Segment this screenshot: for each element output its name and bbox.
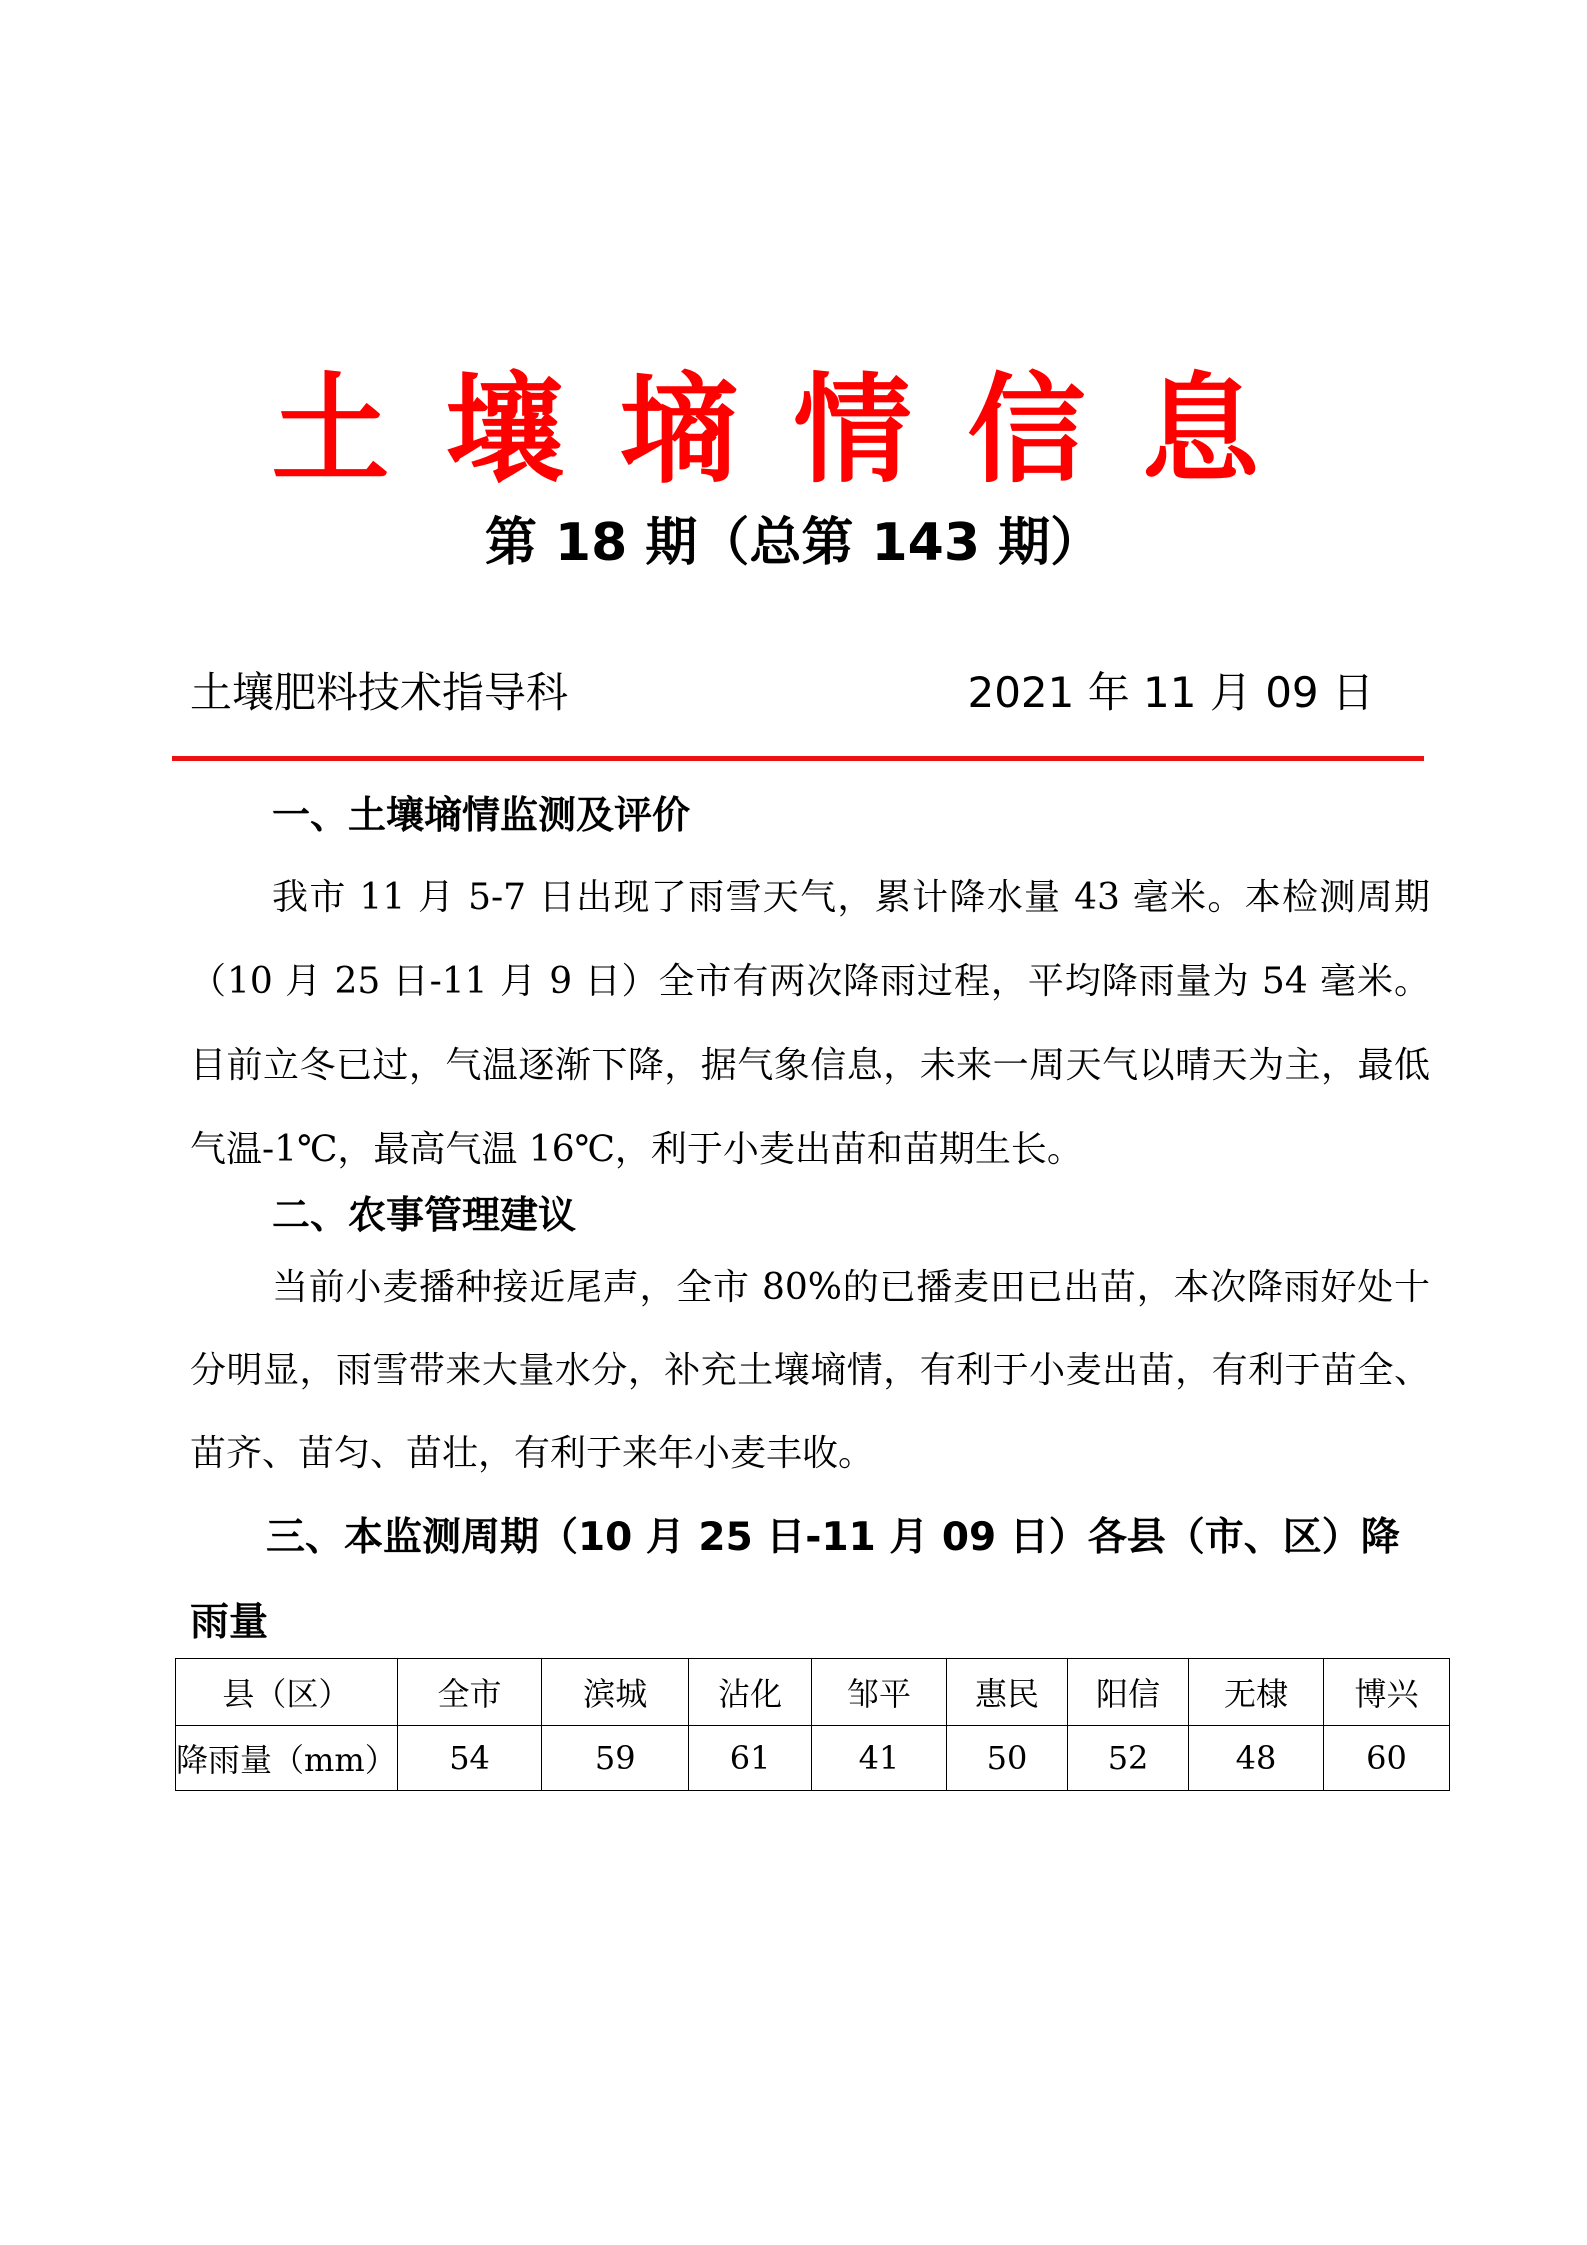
table-header-cell: 沾化 (689, 1659, 812, 1726)
table-header-row (176, 1659, 1450, 1726)
issue-date: 2021 年 11 月 09 日 (967, 668, 1374, 717)
table-header-cell: 滨城 (542, 1659, 689, 1726)
table-header-cell: 无棣 (1189, 1659, 1324, 1726)
table-cell: 60 (1323, 1726, 1449, 1791)
table-cell: 50 (946, 1726, 1067, 1791)
table-cell: 61 (689, 1726, 812, 1791)
table-cell: 48 (1189, 1726, 1324, 1791)
table-header-cell: 全市 (397, 1659, 542, 1726)
section-heading-monitoring: 一、土壤墒情监测及评价 (272, 793, 691, 837)
page-title: 土壤墒情信息 (271, 361, 1316, 499)
table-header-cell: 博兴 (1323, 1659, 1449, 1726)
table-header-cell: 惠民 (946, 1659, 1067, 1726)
table-cell: 降雨量（mm） (176, 1726, 398, 1791)
section-heading-advice: 二、农事管理建议 (272, 1193, 577, 1237)
table-cell: 52 (1068, 1726, 1189, 1791)
section-body-monitoring: 我市 11 月 5-7 日出现了雨雪天气，累计降水量 43 毫米。本检测周期（10 月 25 日-11 月 9 日）全市有两次降雨过程，平均降雨量为 54 毫米。目前立冬已过，气温逐渐下降，据气象信息，未来一周天气以晴天为主，最低气温-1℃，最高气温 16℃，利于小麦出苗和苗期生长。 (190, 877, 1430, 1170)
table-header-cell: 邹平 (812, 1659, 947, 1726)
rainfall-table (175, 1658, 1450, 1791)
table-cell: 54 (397, 1726, 542, 1791)
section-heading-rainfall: 三、本监测周期（10 月 25 日-11 月 09 日）各县（市、区）降雨量 (190, 1515, 1400, 1645)
header-divider (172, 756, 1424, 761)
department: 土壤肥料技术指导科 (190, 668, 569, 717)
table-cell: 59 (542, 1726, 689, 1791)
issue-number: 第 18 期（总第 143 期） (484, 513, 1103, 573)
table-row (176, 1726, 1450, 1791)
table-header-cell: 阳信 (1068, 1659, 1189, 1726)
table-cell: 41 (812, 1726, 947, 1791)
section-body-advice: 当前小麦播种接近尾声，全市 80%的已播麦田已出苗，本次降雨好处十分明显，雨雪带来大量水分，补充土壤墒情，有利于小麦出苗，有利于苗全、苗齐、苗匀、苗壮，有利于来年小麦丰收。 (190, 1267, 1430, 1474)
table-header-cell: 县（区） (176, 1659, 398, 1726)
